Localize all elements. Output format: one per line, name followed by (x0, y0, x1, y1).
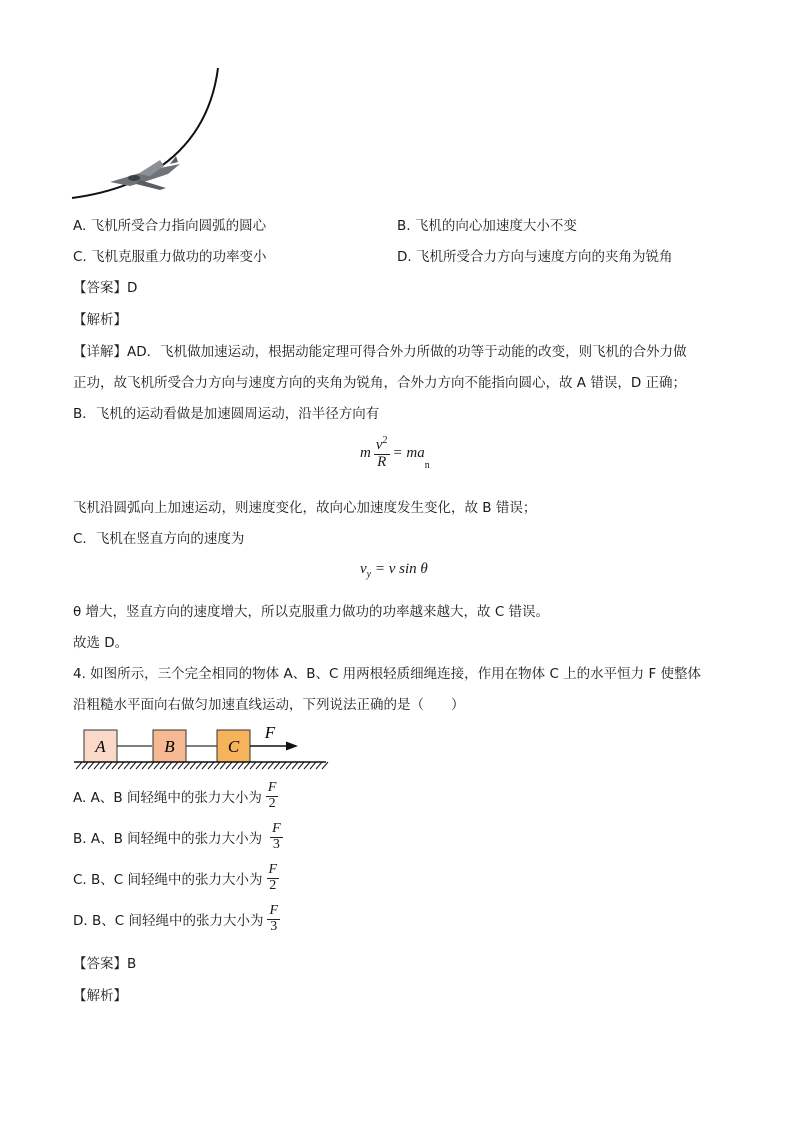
hatch-mark (316, 762, 322, 769)
hatch-mark (178, 762, 184, 769)
hatch-mark (202, 762, 208, 769)
hatch-mark (208, 762, 214, 769)
hatch-mark (184, 762, 190, 769)
q4-option-a: A. A、B 间轻绳中的张力大小为 $\frac{F}{2}$ (73, 780, 277, 811)
hatch-mark (292, 762, 298, 769)
hatch-mark (190, 762, 196, 769)
eq1-rhs: = ma (392, 444, 425, 461)
q3-option-a: A. 飞机所受合力指向圆弧的圆心 (73, 218, 267, 234)
hatch-mark (310, 762, 316, 769)
eq1-m: m (360, 444, 371, 461)
q4-analysis-label: 【解析】 (73, 988, 127, 1004)
block-c-label: C (227, 737, 240, 756)
hatch-mark (214, 762, 220, 769)
hatch-mark (166, 762, 172, 769)
hatch-mark (298, 762, 304, 769)
q3-detail-line7: 故选 D。 (73, 635, 129, 651)
hatch-mark (262, 762, 268, 769)
hatch-mark (106, 762, 112, 769)
eq1-fraction (374, 436, 390, 471)
eq1-numerator: $v^2$ (375, 435, 388, 453)
q3-detail-line2: 正功，故飞机所受合力方向与速度方向的夹角为锐角，合外力方向不能指向圆心，故 A 错误，D 正确； (73, 375, 687, 391)
jet-icon (110, 156, 180, 190)
hatch-mark (88, 762, 94, 769)
block-b-label: B (164, 737, 175, 756)
q3-option-c: C. 飞机克服重力做功的功率变小 (73, 249, 267, 265)
q4-stem-line2: 沿粗糙水平面向右做匀加速直线运动，下列说法正确的是（ ） (73, 697, 465, 713)
q4-answer: 【答案】B (73, 956, 137, 972)
q3-analysis-label: 【解析】 (73, 312, 127, 328)
q3-answer: 【答案】D (73, 280, 138, 296)
q3-detail-line6: θ 增大，竖直方向的速度增大，所以克服重力做功的功率越来越大，故 C 错误。 (73, 604, 550, 620)
hatch-mark (142, 762, 148, 769)
q4-option-c: C. B、C 间轻绳中的张力大小为 $\frac{F}{2}$ (73, 862, 278, 893)
hatch-mark (232, 762, 238, 769)
hatch-mark (244, 762, 250, 769)
q4-stem-line1: 4. 如图所示，三个完全相同的物体 A、B、C 用两根轻质细绳连接，作用在物体 C 上的水平恒力 F 使整体 (73, 666, 702, 682)
hatch-mark (148, 762, 154, 769)
force-label: F (264, 723, 276, 742)
hatch-mark (322, 762, 328, 769)
hatch-mark (286, 762, 292, 769)
q3-option-d: D. 飞机所受合力方向与速度方向的夹角为锐角 (397, 249, 673, 265)
hatch-mark (112, 762, 118, 769)
equation-centripetal (360, 436, 430, 471)
hatch-mark (124, 762, 130, 769)
hatch-mark (238, 762, 244, 769)
hatch-mark (268, 762, 274, 769)
hatch-mark (76, 762, 82, 769)
hatch-mark (172, 762, 178, 769)
q3-option-b: B. 飞机的向心加速度大小不变 (397, 218, 577, 234)
hatch-mark (256, 762, 262, 769)
hatch-mark (160, 762, 166, 769)
ground-hatching (76, 762, 328, 769)
hatch-mark (304, 762, 310, 769)
hatch-mark (220, 762, 226, 769)
hatch-mark (136, 762, 142, 769)
eq1-sub: n (424, 459, 430, 471)
q3-detail-line5: C．飞机在竖直方向的速度为 (73, 531, 245, 547)
hatch-mark (250, 762, 256, 769)
blocks-figure (72, 722, 332, 774)
equation-vertical-velocity: $v_y = v$ sin θ (360, 561, 428, 580)
hatch-mark (196, 762, 202, 769)
q3-detail-line3: B．飞机的运动看做是加速圆周运动，沿半径方向有 (73, 406, 380, 422)
hatch-mark (280, 762, 286, 769)
q4-option-b: B. A、B 间轻绳中的张力大小为 $\frac{F}{3}$ (73, 821, 281, 852)
force-arrowhead (286, 742, 298, 751)
hatch-mark (100, 762, 106, 769)
hatch-mark (226, 762, 232, 769)
hatch-mark (274, 762, 280, 769)
q4-option-d: D. B、C 间轻绳中的张力大小为 $\frac{F}{3}$ (73, 903, 279, 934)
q3-detail-line4: 飞机沿圆弧向上加速运动，则速度变化，故向心加速度发生变化，故 B 错误； (73, 500, 537, 516)
block-a-label: A (95, 737, 106, 756)
hatch-mark (82, 762, 88, 769)
hatch-mark (118, 762, 124, 769)
q3-detail-line1: 【详解】AD．飞机做加速运动，根据动能定理可得合外力所做的功等于动能的改变，则飞机的合外力做 (73, 344, 687, 360)
hatch-mark (130, 762, 136, 769)
hatch-mark (154, 762, 160, 769)
hatch-mark (94, 762, 100, 769)
arc-jet-figure (60, 60, 230, 205)
eq1-denominator: R (377, 453, 387, 470)
